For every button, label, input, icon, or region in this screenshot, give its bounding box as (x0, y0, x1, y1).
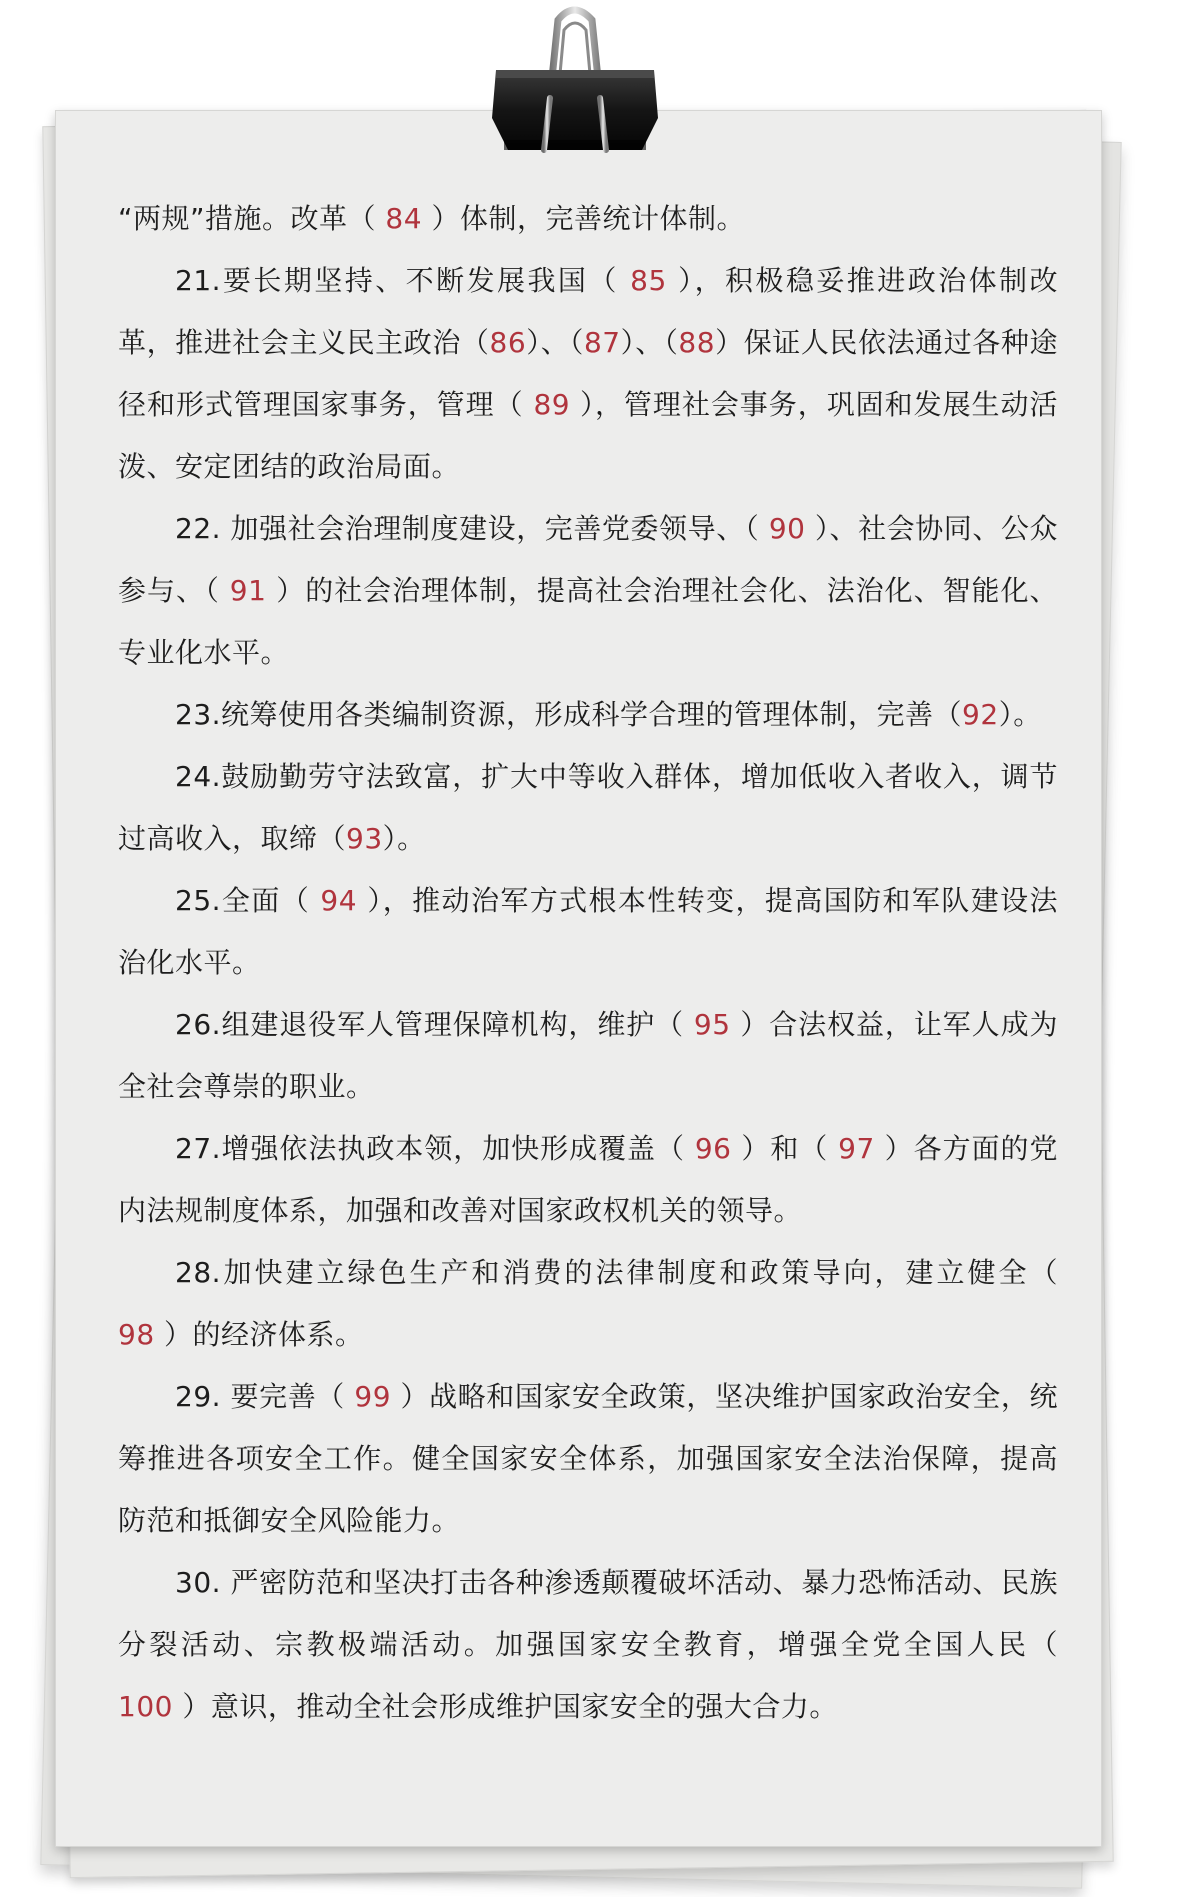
paragraph-text: ）战略和国家安全政策，坚决维护国家政治安全，统筹推进各项安全工作。健全国家安全体系，加强国家安全法治保障，提高防范和抵御安全风险能力。 (118, 1380, 1058, 1537)
blank-number: 100 (118, 1690, 183, 1723)
blank-number: 93 (346, 822, 383, 855)
blank-number: 97 (838, 1132, 885, 1165)
paragraph (118, 1552, 1058, 1738)
paragraph-text: “两规”措施。改革（ (118, 202, 377, 235)
paragraph-text: ）的社会治理体制，提高社会治理社会化、法治化、智能化、专业化水平。 (118, 574, 1058, 669)
paragraph-text: ）。 (382, 822, 426, 855)
blank-number: 96 (694, 1132, 742, 1165)
blank-number: 92 (962, 698, 999, 731)
blank-number: 99 (354, 1380, 401, 1413)
paragraph (118, 498, 1058, 684)
paragraph (118, 1242, 1058, 1366)
paragraph-text: ）体制，完善统计体制。 (431, 202, 745, 235)
paragraph-text: 28.加快建立绿色生产和消费的法律制度和政策导向，建立健全（ (175, 1256, 1058, 1289)
blank-number: 98 (118, 1318, 165, 1351)
paragraph-text: 25.全面（ (175, 884, 321, 917)
paragraph (118, 994, 1058, 1118)
paragraph-text: 30. 严密防范和坚决打击各种渗透颠覆破坏活动、暴力恐怖活动、民族分裂活动、宗教极端活动。加强国家安全教育，增强全党全国人民（ (118, 1566, 1058, 1661)
paragraph (118, 684, 1058, 746)
paragraph-text: 21.要长期坚持、不断发展我国（ (175, 264, 631, 297)
blank-number: 94 (320, 884, 368, 917)
paragraph-text: ）。 (998, 698, 1042, 731)
blank-number: 86 (489, 326, 527, 359)
paragraph-text: 24.鼓励勤劳守法致富，扩大中等收入群体，增加低收入者收入，调节过高收入，取缔（ (118, 760, 1058, 855)
paragraph-text: 27.增强依法执政本领，加快形成覆盖（ (175, 1132, 695, 1165)
paragraph-text: ）、（ (526, 326, 584, 359)
paragraph-text: ），积极稳妥推进政治体制改革，推进社会主义民主政治（ (118, 264, 1058, 359)
blank-number: 89 (533, 388, 580, 421)
paragraph (118, 746, 1058, 870)
paragraph-text: ）保证人民依法通过各种途径和形式管理国家事务，管理（ (118, 326, 1058, 421)
paragraph-text: ），推动治军方式根本性转变，提高国防和军队建设法治化水平。 (118, 884, 1058, 979)
paragraph (118, 1366, 1058, 1552)
paragraph (118, 188, 1058, 250)
paragraph-text: 29. 要完善（ (175, 1380, 355, 1413)
paragraph (118, 1118, 1058, 1242)
paragraph (118, 870, 1058, 994)
blank-number: 88 (678, 326, 716, 359)
paragraph-text: ），管理社会事务，巩固和发展生动活泼、安定团结的政治局面。 (118, 388, 1058, 483)
blank-number: 90 (768, 512, 815, 545)
paragraph-text: 26.组建退役军人管理保障机构，维护（ (175, 1008, 694, 1041)
paragraph-text: 23.统筹使用各类编制资源，形成科学合理的管理体制，完善（ (175, 698, 963, 731)
paragraph-text: ）合法权益，让军人成为全社会尊崇的职业。 (118, 1008, 1058, 1103)
paragraph-text: ）的经济体系。 (164, 1318, 364, 1351)
paragraph-text: ）和（ (741, 1132, 839, 1165)
note-text-body (118, 188, 1058, 1738)
blank-number: 84 (376, 202, 432, 235)
paragraph-text: 22. 加强社会治理制度建设，完善党委领导、（ (175, 512, 769, 545)
blank-number: 91 (229, 574, 277, 607)
paragraph-text: ）意识，推动全社会形成维护国家安全的强大合力。 (182, 1690, 838, 1723)
paragraph-text: ）、社会协同、公众参与、（ (118, 512, 1058, 607)
blank-number: 87 (583, 326, 621, 359)
paragraph-text: ）各方面的党内法规制度体系，加强和改善对国家政权机关的领导。 (118, 1132, 1058, 1227)
paragraph (118, 250, 1058, 498)
paragraph-text: ）、（ (620, 326, 679, 359)
blank-number: 95 (693, 1008, 741, 1041)
binder-clip-icon (488, 0, 662, 175)
blank-number: 85 (630, 264, 679, 297)
